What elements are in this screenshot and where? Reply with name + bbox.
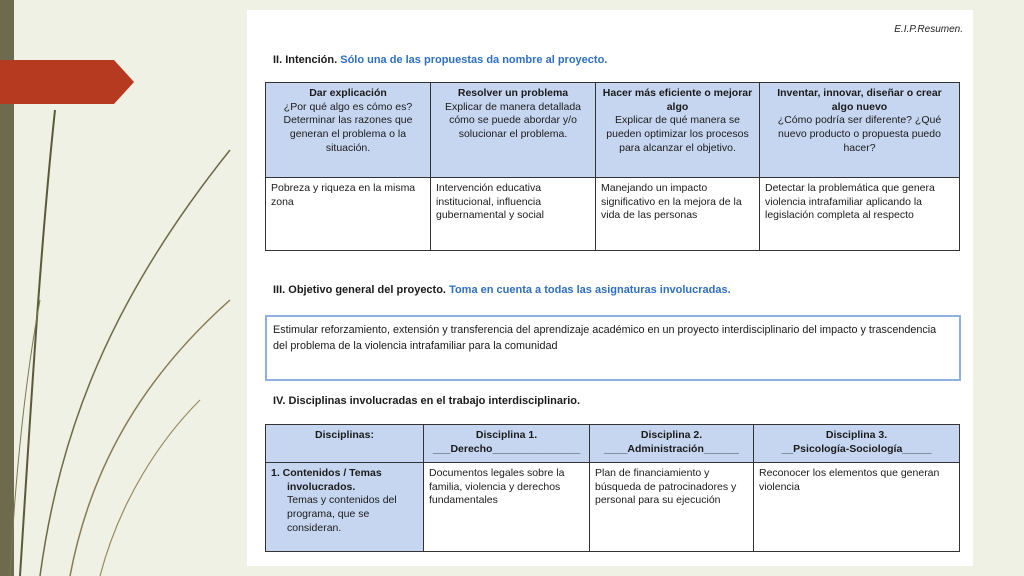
section-2-title: II. Intención. Sólo una de las propuestas da nombre al proyecto. (273, 54, 608, 66)
disciplines-header-label: Disciplinas: (266, 425, 424, 463)
discipline-header-2: Disciplina 2. ____Administración______ (590, 425, 754, 463)
intention-cell-1: Pobreza y riqueza en la misma zona (266, 178, 431, 251)
discipline-header-3: Disciplina 3. __Psicología-Sociología_____ (754, 425, 960, 463)
intention-header-3: Hacer más eficiente o mejorar algo Explicar de qué manera se pueden optimizar los procesos para alcanzar el objetivo. (596, 83, 760, 178)
discipline-header-1: Disciplina 1. ___Derecho_______________ (424, 425, 590, 463)
objective-text-box: Estimular reforzamiento, extensión y transferencia del aprendizaje académico en un proyecto interdisciplinario del impacto y trascendencia del problema de la violencia intrafamiliar para la comunidad (265, 315, 961, 381)
intention-header-4: Inventar, innovar, diseñar o crear algo nuevo ¿Cómo podría ser diferente? ¿Qué nuevo producto o propuesta puedo hacer? (760, 83, 960, 178)
decorative-swirls (0, 0, 247, 576)
section-4-title: IV. Disciplinas involucradas en el trabajo interdisciplinario. (273, 395, 581, 407)
section-3-title: III. Objetivo general del proyecto. Toma en cuenta a todas las asignaturas involucradas. (273, 284, 731, 296)
contents-cell-3: Reconocer los elementos que generan violencia (754, 463, 960, 552)
contents-row-label: 1. Contenidos / Temas involucrados. Temas y contenidos del programa, que se consideran. (266, 463, 424, 552)
intention-cell-3: Manejando un impacto significativo en la mejora de la vida de las personas (596, 178, 760, 251)
document-tag: E.I.P.Resumen. (894, 24, 963, 35)
document-page (247, 10, 973, 566)
intention-cell-4: Detectar la problemática que genera violencia intrafamiliar aplicando la legislación completa al respecto (760, 178, 960, 251)
intention-cell-2: Intervención educativa institucional, influencia gubernamental y social (431, 178, 596, 251)
contents-cell-2: Plan de financiamiento y búsqueda de patrocinadores y personal para su ejecución (590, 463, 754, 552)
contents-cell-1: Documentos legales sobre la familia, violencia y derechos fundamentales (424, 463, 590, 552)
intention-table (265, 82, 960, 251)
intention-header-1: Dar explicación ¿Por qué algo es cómo es? Determinar las razones que generan el problema o la situación. (266, 83, 431, 178)
disciplines-table (265, 424, 960, 552)
intention-header-2: Resolver un problema Explicar de manera detallada cómo se puede abordar y/o solucionar el problema. (431, 83, 596, 178)
